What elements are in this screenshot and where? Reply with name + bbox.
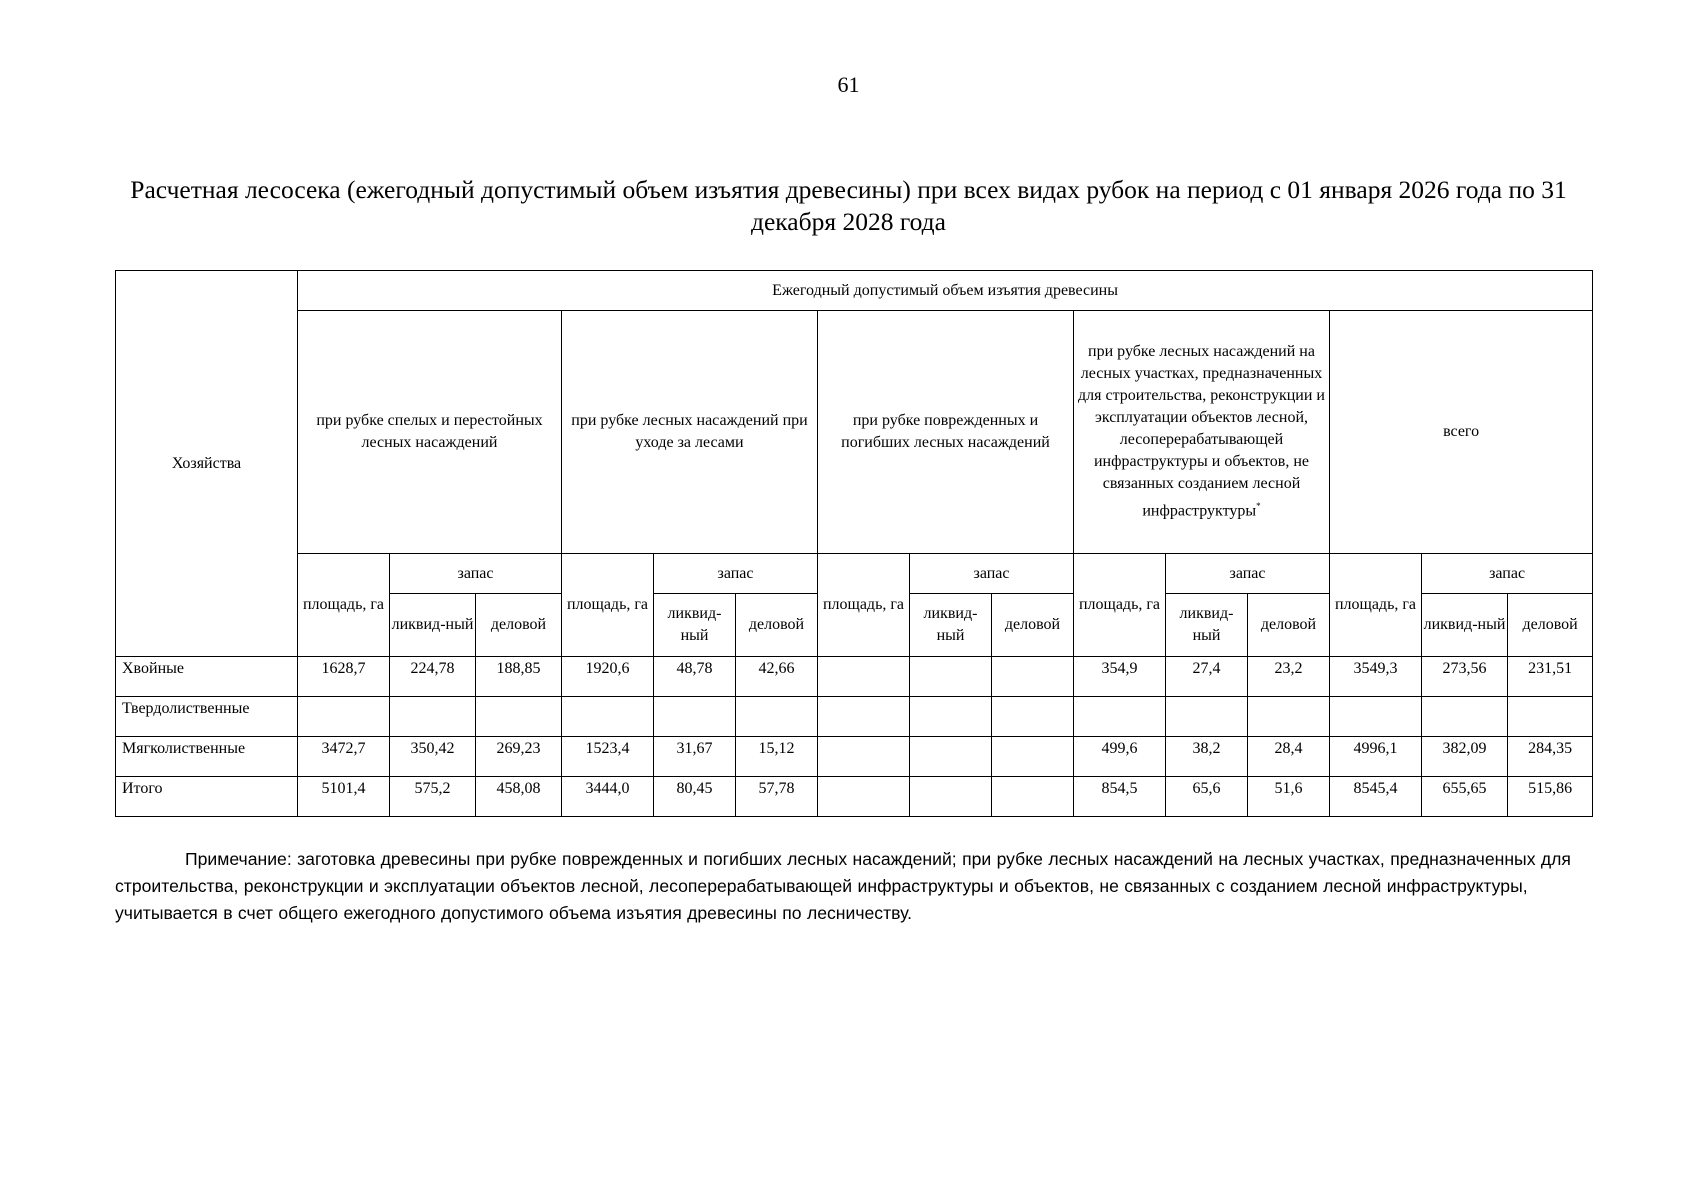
group-header-thinning: при рубке лесных насаждений при уходе за лесами (562, 311, 818, 554)
liquid-header: ликвид-ный (654, 594, 736, 657)
table-cell: 354,9 (1074, 657, 1166, 697)
table-cell (736, 697, 818, 737)
table-row (116, 697, 1593, 737)
group-header-damaged: при рубке поврежденных и погибших лесных насаждений (818, 311, 1074, 554)
table-cell: 575,2 (390, 777, 476, 817)
table-cell: 4996,1 (1330, 737, 1422, 777)
table-cell: 8545,4 (1330, 777, 1422, 817)
table-cell: 42,66 (736, 657, 818, 697)
table-cell: 48,78 (654, 657, 736, 697)
stock-header: запас (1422, 554, 1593, 594)
stock-header: запас (390, 554, 562, 594)
table-cell: 27,4 (1166, 657, 1248, 697)
group-header-total: всего (1330, 311, 1593, 554)
page-number: 61 (837, 72, 860, 97)
table-cell: 231,51 (1508, 657, 1593, 697)
business-header: деловой (736, 594, 818, 657)
table-cell (1248, 697, 1330, 737)
table-cell: 51,6 (1248, 777, 1330, 817)
table-cell: 854,5 (1074, 777, 1166, 817)
table-cell: 224,78 (390, 657, 476, 697)
table-cell: 31,67 (654, 737, 736, 777)
table-row (116, 657, 1593, 697)
business-header: деловой (992, 594, 1074, 657)
table-cell: 28,4 (1248, 737, 1330, 777)
table-cell: 1628,7 (298, 657, 390, 697)
table-cell (992, 657, 1074, 697)
liquid-header: ликвид-ный (910, 594, 992, 657)
liquid-header: ликвид-ный (1166, 594, 1248, 657)
liquid-header: ликвид-ный (1422, 594, 1508, 657)
table-cell: 15,12 (736, 737, 818, 777)
document-title: Расчетная лесосека (ежегодный допустимый объем изъятия древесины) при всех видах рубок на период с 01 января 2026 года по 31 декабря 2028 года (130, 175, 1567, 236)
area-header: площадь, га (818, 554, 910, 657)
table-cell: 3549,3 (1330, 657, 1422, 697)
stock-header: запас (910, 554, 1074, 594)
row-name: Итого (116, 777, 298, 817)
table-cell: 350,42 (390, 737, 476, 777)
table-cell: 1523,4 (562, 737, 654, 777)
table-cell (992, 697, 1074, 737)
table-cell (992, 737, 1074, 777)
area-header: площадь, га (562, 554, 654, 657)
table-cell (910, 777, 992, 817)
table-cell (390, 697, 476, 737)
table-cell: 3444,0 (562, 777, 654, 817)
table-cell: 515,86 (1508, 777, 1593, 817)
table-cell: 5101,4 (298, 777, 390, 817)
table-cell (910, 697, 992, 737)
table-cell (818, 737, 910, 777)
business-header: деловой (1508, 594, 1593, 657)
liquid-header: ликвид-ный (390, 594, 476, 657)
row-name: Твердолиственные (116, 697, 298, 737)
stock-header: запас (1166, 554, 1330, 594)
table-cell: 499,6 (1074, 737, 1166, 777)
area-header: площадь, га (298, 554, 390, 657)
area-header: площадь, га (1330, 554, 1422, 657)
table-cell: 38,2 (1166, 737, 1248, 777)
table-cell (1166, 697, 1248, 737)
group-header-construction: при рубке лесных насаждений на лесных участках, предназначенных для строительства, реконструкции и эксплуатации объектов лесной, лесоперерабатывающей инфраструктуры и объектов, не связанных созданием лесной инфраструктуры* (1074, 311, 1330, 554)
row-header-cell: Хозяйства (116, 271, 298, 657)
table-cell (298, 697, 390, 737)
table-cell (654, 697, 736, 737)
group-header-mature: при рубке спелых и перестойных лесных насаждений (298, 311, 562, 554)
table-row-total (116, 777, 1593, 817)
table-cell (1074, 697, 1166, 737)
table-note: Примечание: заготовка древесины при рубке поврежденных и погибших лесных насаждений; при рубке лесных насаждений на лесных участках, предназначенных для строительства, реконструкции и эксплуатации объектов лесной, лесоперерабатывающей инфраструктуры и объектов, не связанных с созданием лесной инфраструктуры, учитывается в счет общего ежегодного допустимого объема изъятия древесины по лесничеству. (115, 849, 1571, 923)
table-cell: 80,45 (654, 777, 736, 817)
stock-header: запас (654, 554, 818, 594)
table-row (116, 737, 1593, 777)
table-cell: 57,78 (736, 777, 818, 817)
table-cell: 269,23 (476, 737, 562, 777)
area-header: площадь, га (1074, 554, 1166, 657)
table-cell: 655,65 (1422, 777, 1508, 817)
table-cell (818, 697, 910, 737)
table-cell (1508, 697, 1593, 737)
table-cell: 65,6 (1166, 777, 1248, 817)
table-cell (1330, 697, 1422, 737)
row-name: Мягколиственные (116, 737, 298, 777)
table-cell (818, 657, 910, 697)
table-cell: 188,85 (476, 657, 562, 697)
table-cell: 458,08 (476, 777, 562, 817)
row-name: Хвойные (116, 657, 298, 697)
top-header-cell: Ежегодный допустимый объем изъятия древесины (298, 271, 1593, 311)
business-header: деловой (476, 594, 562, 657)
table-cell: 3472,7 (298, 737, 390, 777)
table-cell: 273,56 (1422, 657, 1508, 697)
footnote-mark: * (1256, 501, 1261, 512)
table-cell (562, 697, 654, 737)
business-header: деловой (1248, 594, 1330, 657)
table-cell (1422, 697, 1508, 737)
table-cell (910, 657, 992, 697)
table-cell: 284,35 (1508, 737, 1593, 777)
table-cell: 1920,6 (562, 657, 654, 697)
table-cell (476, 697, 562, 737)
table-cell (910, 737, 992, 777)
table-cell: 382,09 (1422, 737, 1508, 777)
table-cell (818, 777, 910, 817)
allowable-cut-table (115, 270, 1593, 817)
table-cell (992, 777, 1074, 817)
table-cell: 23,2 (1248, 657, 1330, 697)
